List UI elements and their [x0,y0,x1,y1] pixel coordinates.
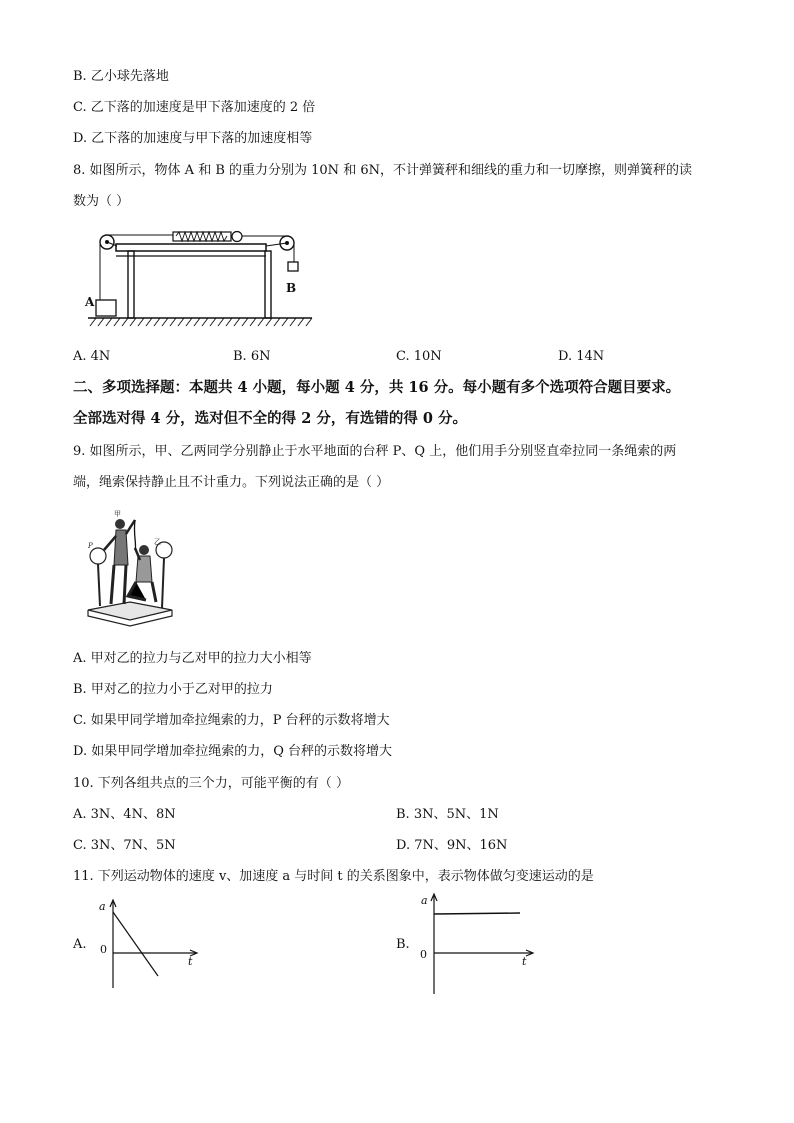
q9-figure-rope-pulling [80,510,180,628]
q10-option-a: A. 3N、4N、8N [73,807,176,822]
q10-option-c: C. 3N、7N、5N [73,838,176,853]
q11-graph-a-x-label: t [188,955,193,968]
svg-text:P: P [88,542,93,550]
q8-option-d: D. 14N [558,349,605,364]
q8-stem-line2: 数为（ ） [73,194,130,209]
q11-graph-b-origin: 0 [420,948,427,961]
q11-option-a-label: A. [73,937,87,952]
q9-option-b: B. 甲对乙的拉力小于乙对甲的拉力 [73,682,273,697]
q8-option-c: C. 10N [396,349,442,364]
q7-option-b: B. 乙小球先落地 [73,69,169,84]
q7-option-c: C. 乙下落的加速度是甲下落加速度的 2 倍 [73,100,316,115]
q11-graph-b [414,890,538,998]
q11-option-b-label: B. [396,937,410,952]
q11-stem: 11. 下列运动物体的速度 v、加速度 a 与时间 t 的关系图象中，表示物体做匀变速运动的是 [73,869,594,884]
svg-text:甲: 甲 [114,510,121,518]
q8-label-b: B [286,281,297,295]
q10-option-b: B. 3N、5N、1N [396,807,499,822]
q11-graph-b-y-label: a [421,894,428,907]
q11-graph-a [92,896,202,994]
q11-graph-a-y-label: a [99,900,106,913]
q8-label-a: A [85,295,95,309]
q10-stem: 10. 下列各组共点的三个力，可能平衡的有（ ） [73,776,349,791]
q9-option-c: C. 如果甲同学增加牵拉绳索的力，P 台秤的示数将增大 [73,713,390,728]
q9-stem-line2: 端，绳索保持静止且不计重力。下列说法正确的是（ ） [73,475,390,490]
section2-heading-line2: 全部选对得 4 分，选对但不全的得 2 分，有选错的得 0 分。 [73,410,468,427]
q8-stem-line1: 8. 如图所示，物体 A 和 B 的重力分别为 10N 和 6N，不计弹簧秤和细线的重力和一切摩擦，则弹簧秤的读 [73,163,692,178]
q11-graph-b-x-label: t [522,955,527,968]
q9-option-d: D. 如果甲同学增加牵拉绳索的力，Q 台秤的示数将增大 [73,744,393,759]
q11-graph-a-origin: 0 [100,943,107,956]
q8-figure-table-pulley [80,222,320,330]
q9-stem-line1: 9. 如图所示，甲、乙两同学分别静止于水平地面的台秤 P、Q 上，他们用手分别竖直牵拉同一条绳索的两 [73,444,677,459]
svg-text:乙: 乙 [154,538,161,546]
q10-option-d: D. 7N、9N、16N [396,838,508,853]
q8-option-b: B. 6N [233,349,271,364]
q9-option-a: A. 甲对乙的拉力与乙对甲的拉力大小相等 [73,651,312,666]
q8-option-a: A. 4N [73,349,111,364]
q7-option-d: D. 乙下落的加速度与甲下落的加速度相等 [73,131,313,146]
section2-heading-line1: 二、多项选择题：本题共 4 小题，每小题 4 分，共 16 分。每小题有多个选项符合题目要求。 [73,379,681,396]
